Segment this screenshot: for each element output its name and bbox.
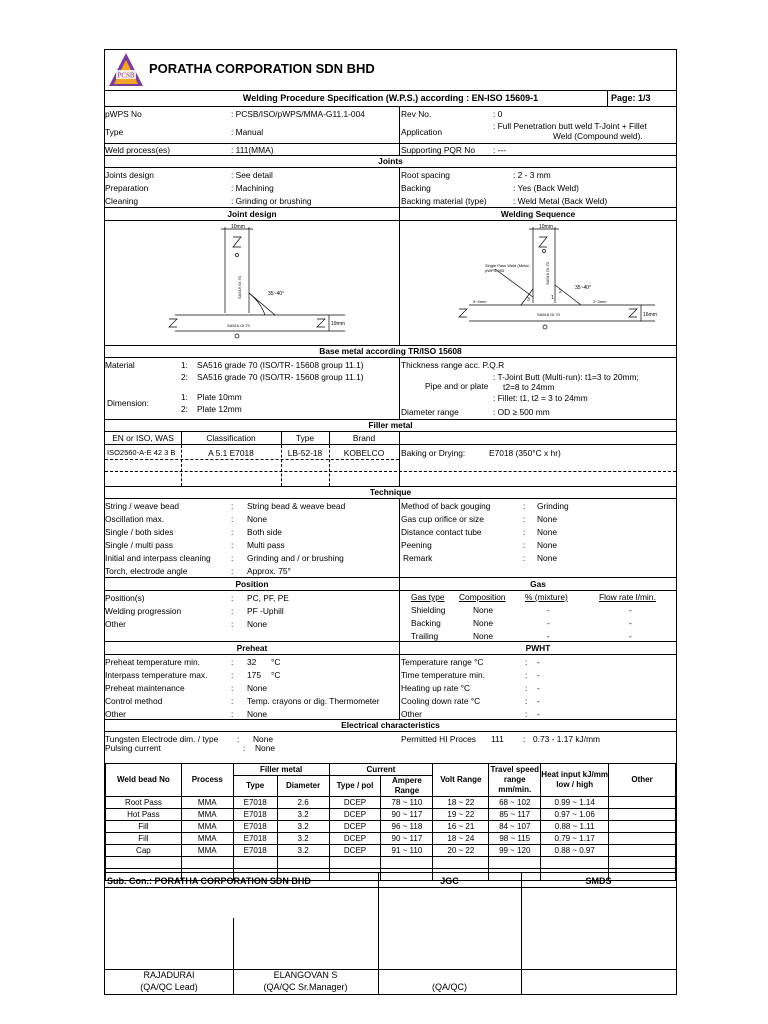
base-metal-section-title: Base metal according TR/ISO 15608: [105, 346, 676, 358]
dimension-label: Dimension:: [107, 398, 149, 408]
h-type-pol: Type / pol: [329, 776, 381, 797]
tech-label-5: Initial and interpass cleaning: [105, 553, 211, 563]
diameter-label: Diameter range: [401, 407, 459, 417]
thickness-label: Thickness range acc. P.Q.R: [401, 360, 505, 370]
table-row: Hot Pass MMA E7018 3.2 DCEP 90 ~ 117 19 ~ 22 85 ~ 117 0.97 ~ 1.06: [106, 809, 676, 821]
gas-h-mixture: % (mixture): [525, 592, 568, 602]
tech-value-5: Grinding and / or brushing: [247, 553, 344, 563]
preheat-label-5: Other: [105, 709, 126, 719]
h-process: Process: [181, 764, 233, 797]
filler-type: LB-52-18: [287, 448, 323, 458]
drawing-titles: [105, 208, 676, 221]
preheat-section-title: Preheat: [236, 643, 268, 653]
pwps-value: : PCSB/ISO/pWPS/MMA-G11.1-004: [231, 109, 365, 119]
subcon-label: Sub. Con.: PORATHA CORPORATION SDN BHD: [107, 876, 311, 886]
backing-material-value: : Weld Metal (Back Weld): [513, 196, 608, 206]
heat-input-label: Permitted HI Proces: [401, 734, 476, 744]
jgc-label: JGC: [440, 876, 459, 886]
signer-2-name: ELANGOVAN S: [273, 970, 338, 980]
filler-iso: ISO2560-A-E 42 3 B: [107, 448, 176, 457]
gas-row-type: Trailing: [411, 631, 439, 641]
material-label: Material: [105, 360, 135, 370]
tech-r-label-5: Remark: [403, 553, 433, 563]
thickness-value-3: : Fillet: t1, t2 = 3 to 24mm: [493, 393, 588, 403]
h-travel: Travel speed range mm/min.: [489, 764, 541, 797]
pulsing-label: Pulsing current: [105, 743, 161, 753]
process-label: Weld process(es): [105, 145, 171, 155]
svg-text:35~40°: 35~40°: [268, 291, 285, 297]
pwht-value: -: [537, 670, 540, 680]
company-logo: [108, 52, 144, 87]
pwht-label-5: Other: [401, 709, 422, 719]
gas-row-comp: None: [473, 605, 494, 615]
svg-text:3: 3: [527, 297, 530, 303]
material-1-no: 1:: [181, 360, 188, 370]
diameter-value: : OD ≥ 500 mm: [493, 407, 550, 417]
tech-r-label-2: Gas cup orifice or size: [401, 514, 484, 524]
tech-r-label-3: Distance contact tube: [401, 527, 482, 537]
tech-r-label-1: Method of back gouging: [401, 501, 491, 511]
pulsing-value: None: [255, 743, 276, 753]
dimension-2-no: 2:: [181, 404, 188, 414]
position-gas: Position Gas Position(s) : PC, PF, PE Welding progression : PF -Uphill Other : None Gas type Composition % (mixture) Flow rate l/min. Shielding None - - Backing None - - Trailing None - -: [105, 578, 676, 642]
document-header: [105, 50, 676, 91]
material-2-no: 2:: [181, 372, 188, 382]
gas-row-flow: -: [629, 631, 632, 641]
weld-parameter-table: [105, 763, 676, 881]
title-row: [105, 91, 676, 107]
general-info: [105, 107, 676, 156]
preheat-label-2: Interpass temperature max.: [105, 670, 208, 680]
preheat-label-1: Preheat temperature min.: [105, 657, 200, 667]
filler-body: [105, 445, 676, 487]
filler-h-type: Type: [295, 433, 315, 443]
filler-h-brand: Brand: [352, 433, 376, 443]
baking-value: E7018 (350°C x hr): [489, 448, 561, 458]
dimension-1-no: 1:: [181, 392, 188, 402]
gas-row-flow: -: [629, 618, 632, 628]
table-row: Cap MMA E7018 3.2 DCEP 91 ~ 110 20 ~ 22 99 ~ 120 0.88 ~ 0.97: [106, 845, 676, 857]
cleaning-value: : Grinding or brushing: [231, 196, 312, 206]
tech-r-value-2: None: [537, 514, 558, 524]
gas-h-flow: Flow rate l/min.: [599, 592, 656, 602]
joint-design-drawing: [165, 223, 345, 341]
h-ampere: Ampere Range: [381, 776, 433, 797]
preheat-value-5: None: [247, 709, 268, 719]
filler-h-classification: Classification: [206, 433, 256, 443]
application-label: Application: [401, 127, 442, 137]
process-value: : 111(MMA): [231, 145, 274, 155]
preparation-value: : Machining: [231, 183, 274, 193]
preheat-value-4: Temp. crayons or dig. Thermometer: [247, 696, 380, 706]
tech-label-6: Torch, electrode angle: [105, 566, 188, 576]
svg-text:pWPS-005: pWPS-005: [485, 268, 505, 273]
preheat-value-1: 32: [247, 657, 257, 667]
svg-text:SA516 Gr.70: SA516 Gr.70: [227, 323, 250, 328]
backing-value: : Yes (Back Weld): [513, 183, 579, 193]
pwps-label: pWPS No: [105, 109, 142, 119]
tech-label-1: String / weave bead: [105, 501, 180, 511]
position-value: PC, PF, PE: [247, 593, 289, 603]
weld-table-area: [105, 764, 676, 868]
preheat-pwht: Preheat PWHT Preheat temperature min. : 32 °C Interpass temperature max. : 175 °C Preheat maintenance : None Control method : Temp. crayons or dig. Thermometer Other : None Temperature range °C : - Time temperature min. : - Heating up rate °C : - Cooling down rate °C : - Other : -: [105, 642, 676, 720]
table-row-empty: [106, 857, 676, 869]
dimension-1: Plate 10mm: [197, 392, 242, 402]
heat-input-process: 111: [491, 734, 504, 744]
svg-text:10mm: 10mm: [231, 224, 245, 230]
position-other-label: Other: [105, 619, 126, 629]
joint-design-value: : See detail: [231, 170, 273, 180]
pwht-label-1: Temperature range °C: [401, 657, 484, 667]
smds-label: SMDS: [585, 876, 612, 886]
joints-info: [105, 168, 676, 208]
tech-r-value-1: Grinding: [537, 501, 569, 511]
filler-h-standard: EN or ISO, WAS: [112, 433, 174, 443]
gas-section-title: Gas: [530, 579, 546, 589]
tech-r-value-4: None: [537, 540, 558, 550]
position-section-title: Position: [235, 579, 269, 589]
preheat-label-4: Control method: [105, 696, 163, 706]
root-spacing-value: : 2 - 3 mm: [513, 170, 551, 180]
h-weld-bead: Weld bead No: [106, 764, 182, 797]
dimension-2: Plate 12mm: [197, 404, 242, 414]
svg-text:2: 2: [559, 289, 562, 295]
svg-text:SA516 Gr.70: SA516 Gr.70: [545, 262, 550, 285]
svg-text:SA516 Gr.70: SA516 Gr.70: [237, 276, 242, 299]
pwht-label-3: Heating up rate °C: [401, 683, 470, 693]
gas-row-type: Backing: [411, 618, 441, 628]
svg-text:16mm: 16mm: [643, 312, 657, 318]
tech-label-4: Single / multi pass: [105, 540, 173, 550]
document-title: Welding Procedure Specification (W.P.S.) according : EN-ISO 15609-1: [242, 93, 539, 103]
signer-1-role: (QA/QC Lead): [140, 982, 198, 992]
welding-sequence-title: Welding Sequence: [500, 209, 576, 219]
preparation-label: Preparation: [105, 183, 149, 193]
h-other: Other: [609, 764, 676, 797]
h-heat-input: [541, 764, 609, 797]
signer-1-name: RAJADURAI: [143, 970, 195, 980]
pipe-plate-label: Pipe and or plate: [425, 381, 489, 391]
cleaning-label: Cleaning: [105, 196, 139, 206]
table-row: Root Pass MMA E7018 2.6 DCEP 78 ~ 110 18 ~ 22 68 ~ 102 0.99 ~ 1.14: [106, 797, 676, 809]
gas-row-type: Shielding: [411, 605, 446, 615]
baking-label: Baking or Drying:: [401, 448, 466, 458]
material-1: SA516 grade 70 (ISO/TR- 15608 group 11.1): [197, 360, 364, 370]
tungsten-label: Tungsten Electrode dim. / type: [105, 734, 219, 744]
pwht-label-4: Cooling down rate °C: [401, 696, 481, 706]
joint-design-title: Joint design: [227, 209, 277, 219]
thickness-value-2: t2=8 to 24mm: [503, 382, 555, 392]
table-row: Fill MMA E7018 3.2 DCEP 90 ~ 117 18 ~ 24 98 ~ 115 0.79 ~ 1.17: [106, 833, 676, 845]
gas-row-mix: -: [547, 605, 550, 615]
filler-classification: A 5.1 E7018: [208, 448, 254, 458]
preheat-unit-1: °C: [271, 657, 281, 667]
tech-value-3: Both side: [247, 527, 282, 537]
svg-text:3~4mm: 3~4mm: [473, 299, 487, 304]
svg-text:SA516 Gr.70: SA516 Gr.70: [537, 312, 560, 317]
table-row: Fill MMA E7018 3.2 DCEP 96 ~ 118 16 ~ 21 84 ~ 107 0.88 ~ 1.11: [106, 821, 676, 833]
tech-value-1: String bead & weave bead: [247, 501, 346, 511]
rev-label: Rev No.: [401, 109, 432, 119]
gas-row-flow: -: [629, 605, 632, 615]
gas-row-comp: None: [473, 618, 494, 628]
tech-r-label-4: Peening: [401, 540, 432, 550]
pqr-label: Supporting PQR No: [401, 145, 476, 155]
backing-material-label: Backing material (type): [401, 196, 487, 206]
drawings-area: [105, 221, 676, 346]
svg-text:2~3mm: 2~3mm: [593, 299, 607, 304]
preheat-value-2: 175: [247, 670, 261, 680]
progression-label: Welding progression: [105, 606, 182, 616]
gas-h-type: Gas type: [411, 592, 445, 602]
material-2: SA516 grade 70 (ISO/TR- 15608 group 11.1): [197, 372, 364, 382]
tungsten-value: None: [253, 734, 274, 744]
svg-text:1: 1: [551, 295, 554, 301]
technique-info: String / weave bead : String bead & weave bead Oscillation max. : None Single / both sides : Both side Single / multi pass : Multi pass Initial and interpass cleaning : Grinding and / or brushing Torch, electrode angle : Approx. 75° Method of back gouging : Grinding Gas cup orifice or size : None Distance contact tube : None Peening : None Remark : None: [105, 499, 676, 578]
gas-row-mix: -: [547, 631, 550, 641]
filler-section-title: Filler metal: [105, 420, 676, 432]
h-diameter: Diameter: [277, 776, 329, 797]
filler-brand: KOBELCO: [343, 448, 385, 458]
svg-text:Single Pass Weld (Metal..: Single Pass Weld (Metal..: [485, 263, 531, 268]
page-number: Page: 1/3: [611, 93, 651, 103]
svg-text:35~40°: 35~40°: [575, 285, 592, 291]
electrical-info: Tungsten Electrode dim. / type : None Pulsing current : None Permitted HI Proces 111 : 0.73 - 1.17 kJ/mm: [105, 732, 676, 764]
gas-row-mix: -: [547, 618, 550, 628]
signer-3-role: (QA/QC): [432, 982, 467, 992]
tech-label-2: Oscillation max.: [105, 514, 165, 524]
pqr-value: : ---: [493, 145, 507, 155]
h-filler: Filler metal: [233, 764, 329, 776]
gas-h-composition: Composition: [459, 592, 506, 602]
application-value: : Full Penetration butt weld T-Joint + Fillet: [493, 121, 647, 131]
backing-label: Backing: [401, 183, 431, 193]
thickness-value-1: : T-Joint Butt (Multi-run): t1=3 to 20mm;: [493, 372, 639, 382]
company-name: PORATHA CORPORATION SDN BHD: [149, 61, 375, 76]
base-metal-info: [105, 358, 676, 420]
tech-label-3: Single / both sides: [105, 527, 174, 537]
preheat-value-3: None: [247, 683, 268, 693]
wps-document: [104, 49, 677, 995]
joints-section-title: Joints: [105, 156, 676, 168]
h-current: Current: [329, 764, 433, 776]
svg-text:PCSB: PCSB: [117, 71, 135, 80]
rev-value: : 0: [493, 109, 503, 119]
signer-2-role: (QA/QC Sr.Manager): [263, 982, 348, 992]
heat-input-value: 0.73 - 1.17 kJ/mm: [533, 734, 601, 744]
type-label: Type: [105, 127, 124, 137]
h-type: Type: [233, 776, 277, 797]
tech-value-2: None: [247, 514, 268, 524]
signature-block: [105, 872, 676, 995]
tech-value-6: Approx. 75°: [247, 566, 291, 576]
welding-sequence-drawing: [455, 223, 667, 341]
pwht-value: -: [537, 683, 540, 693]
pwht-section-title: PWHT: [525, 643, 551, 653]
pwht-label-2: Time temperature min.: [401, 670, 485, 680]
tech-r-value-3: None: [537, 527, 558, 537]
type-value: : Manual: [231, 127, 264, 137]
tech-r-value-5: None: [537, 553, 558, 563]
progression-value: PF -Uphill: [247, 606, 284, 616]
preheat-unit-2: °C: [271, 670, 281, 680]
filler-header: [105, 432, 676, 445]
pwht-value: -: [537, 696, 540, 706]
position-label: Position(s): [105, 593, 145, 603]
h-heat-sub: low / high: [556, 780, 594, 789]
pwht-value: -: [537, 657, 540, 667]
preheat-label-3: Preheat maintenance: [105, 683, 185, 693]
electrical-section-title: Electrical characteristics: [105, 720, 676, 732]
position-other-value: None: [247, 619, 268, 629]
gas-row-comp: None: [473, 631, 494, 641]
pwht-value: -: [537, 709, 540, 719]
svg-text:19mm: 19mm: [331, 321, 345, 327]
h-volt: Volt Range: [433, 764, 489, 797]
h-heat-text: Heat input kJ/mm: [541, 770, 608, 779]
application-value-2: Weld (Compound weld).: [553, 131, 643, 141]
joint-design-label: Joints design: [105, 170, 154, 180]
tech-value-4: Multi pass: [247, 540, 285, 550]
svg-text:10mm: 10mm: [539, 224, 553, 230]
root-spacing-label: Root spacing: [401, 170, 450, 180]
technique-section-title: Technique: [105, 487, 676, 499]
